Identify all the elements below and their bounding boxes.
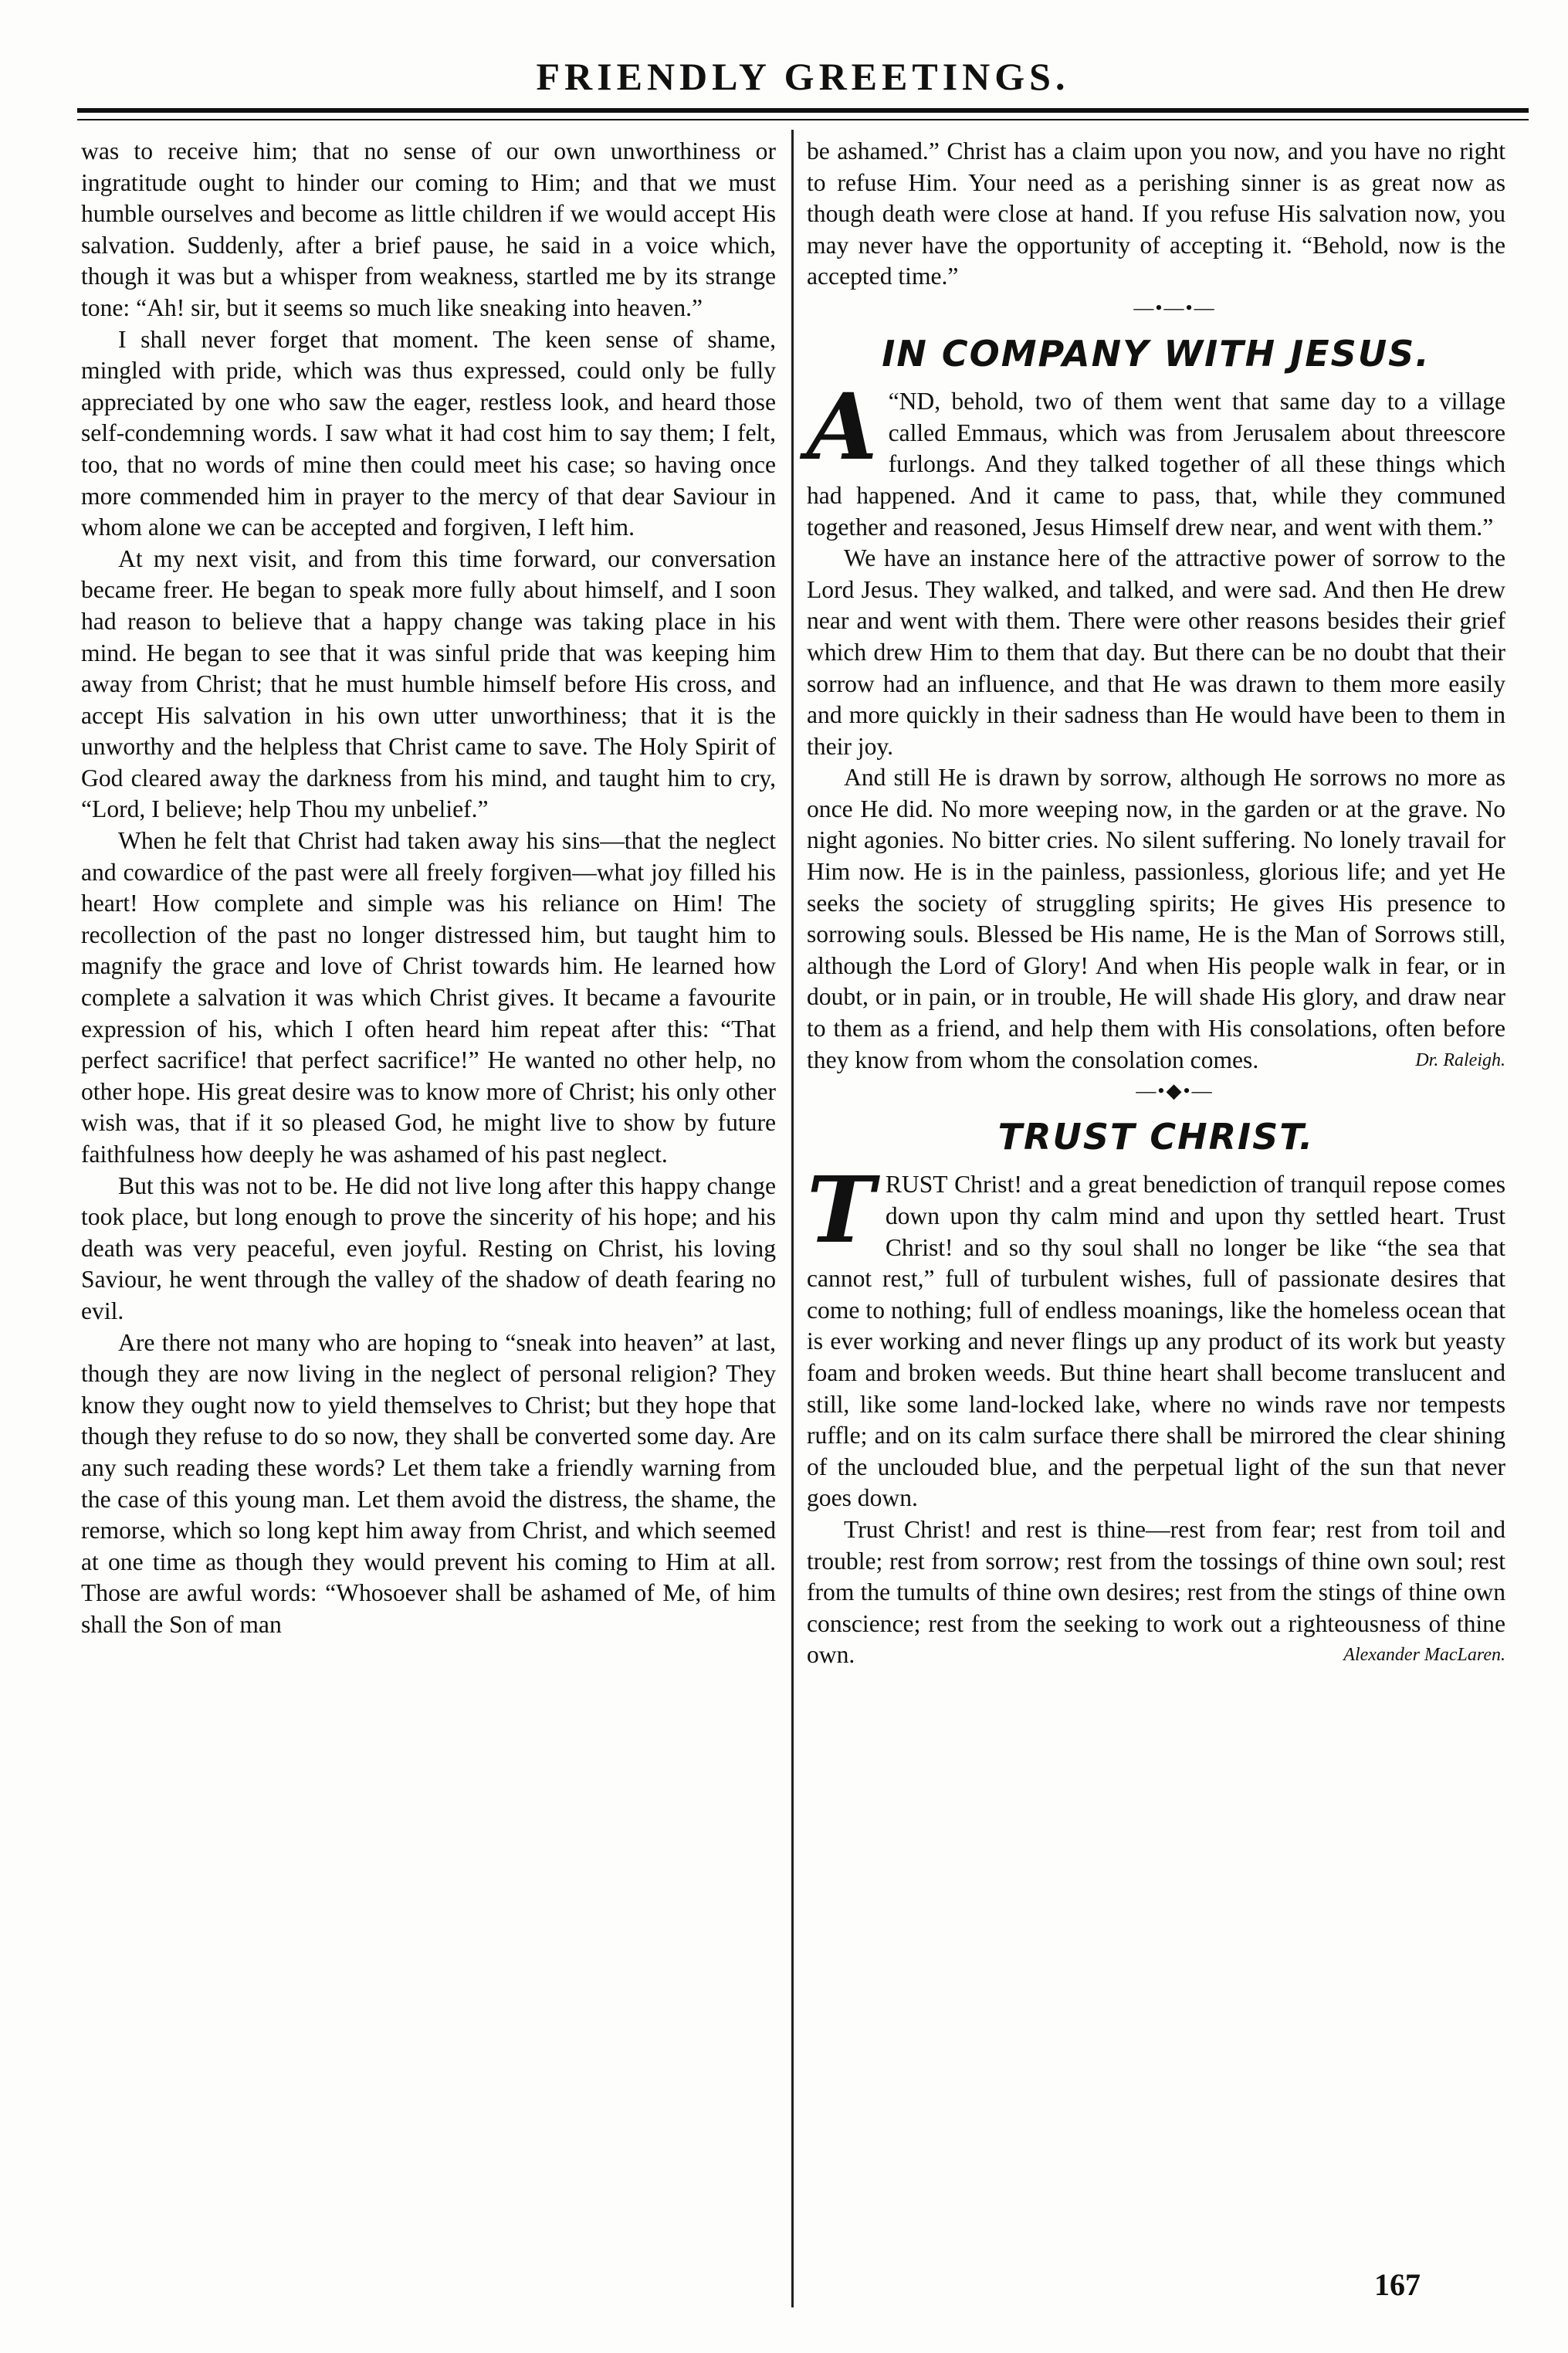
lead-text: Christ! and a great benediction of tranquil repose comes down upon thy calm mind and upon thy settled heart. Trust Christ! and so thy soul shall no longer be like “the sea that cannot rest,” full of turbulent wishes, full of passionate desires that come to nothing; full of endless moanings, like the homeless ocean that is ever working and never flings up any product of its work but yeasty foam and broken weeds. But thine heart shall become translucent and still, like some land-locked lake, where no winds rave nor tempests ruffle; and on its calm surface there shall be mirrored the clear shining of the unclouded blue, and the perpetual light of the sun that never goes down. xyxy=(807,1171,1505,1512)
paragraph: We have an instance here of the attractive power of sorrow to the Lord Jesus. They walked, and talked, and were sad. And then He drew near and went with them. There were other reasons besides their grief which drew Him to them that day. But there can be no doubt that their sorrow had an influence, and that He was drawn to them more easily and more quickly in their sadness than He would have been to them in their joy. xyxy=(807,544,1505,760)
ornament-divider: —•◆•— xyxy=(1136,1080,1214,1103)
opening-quote: “ xyxy=(888,388,899,415)
paragraph: At my next visit, and from this time forward, our conversation became freer. He began to speak more fully about himself, and I soon had reason to believe that a happy change was taking place in his mind. He began to see that it was sinful pride that was keeping him away from Christ; that he must humble himself before His cross, and accept His salvation in his own utter unworthiness; that it is the unworthy and the helpless that Christ came to save. The Holy Spirit of God cleared away the darkness from his mind, and taught him to cry, “Lord, I believe; help Thou my unbelief.” xyxy=(81,544,776,823)
dropcap-letter: T xyxy=(807,1156,875,1264)
page-number: 167 xyxy=(1374,2267,1421,2302)
paragraph: When he felt that Christ had taken away his sins—that the neglect and cowardice of the past were all freely forgiven—what joy filled his heart! How complete and simple was his reliance on Him! The recollection of the past no longer distressed him, but taught him to magnify the grace and love of Christ towards him. He learned how complete a salvation it was which Christ gives. It became a favourite expression of his, which I often heard him repeat after this: “That perfect sacrifice! that perfect sacrifice!” He wanted no other help, no other hope. His great desire was to know more of Christ; his only other wish was, that if it so pleased God, he might live to show by future faithfulness how deeply he was ashamed of his past neglect. xyxy=(81,827,776,1168)
lead-text: , behold, two of them went that same day to a village called Emmaus, which was from Jerusalem about threescore furlongs. And they talked together of all these things which had happened. And it came to pass, that, while they communed together and reasoned, Jesus Himself drew near, and went with them.” xyxy=(807,388,1505,541)
running-title: FRIENDLY GREETINGS. xyxy=(536,55,1070,98)
article-trust-christ xyxy=(807,1115,1505,1671)
article-title: IN COMPANY WITH JESUS. xyxy=(882,332,1431,375)
article-in-company-with-jesus xyxy=(807,332,1505,1076)
paragraph: be ashamed.” Christ has a claim upon you now, and you have no right to refuse Him. Your need as a perishing sinner is as great now as though death were close at hand. If you refuse His salvation now, you may never have the opportunity of accepting it. “Behold, now is the accepted time.” xyxy=(807,137,1505,290)
paragraph-text: And still He is drawn by sorrow, although He sorrows no more as once He did. No more weeping now, in the garden or at the grave. No night agonies. No bitter cries. No silent suffering. No lonely travail for Him now. He is in the painless, passionless, glorious life; and yet He seeks the society of struggling spirits; He gives His presence to sorrowing souls. Blessed be His name, He is the Man of Sorrows still, although the Lord of Glory! And when His people walk in fear, or in doubt, or in pain, or in trouble, He will shade His glory, and draw near to them as a friend, and help them with His consolations, often before they know from whom the consolation comes. xyxy=(807,764,1505,1073)
dropcap-letter: A xyxy=(807,373,878,481)
lead-smallcaps: RUST xyxy=(885,1171,948,1199)
article-lead-paragraph xyxy=(807,373,1505,543)
lead-smallcaps: ND xyxy=(899,388,935,415)
paragraph: was to receive him; that no sense of our own unworthiness or ingratitude ought to hinder our coming to Him; and that we must humble ourselves and become as little children if we would accept His salvation. Suddenly, after a brief pause, he said in a voice which, though it was but a whisper from weakness, startled me by its strange tone: “Ah! sir, but it seems so much like sneaking into heaven.” xyxy=(81,137,776,321)
paragraph-text: Trust Christ! and rest is thine—rest from fear; rest from toil and trouble; rest from sorrow; rest from the tossings of thine own soul; rest from the tumults of thine own desires; rest from the stings of thine own conscience; rest from the seeking to work out a righteousness of thine own. xyxy=(807,1515,1505,1669)
header-rule-thick xyxy=(77,108,1529,113)
paragraph: But this was not to be. He did not live long after this happy change took place, but long enough to prove the sincerity of his hope; and his death was very peaceful, even joyful. Resting on Christ, his loving Saviour, he went through the valley of the shadow of death fearing no evil. xyxy=(81,1171,776,1324)
paragraph xyxy=(807,1514,1505,1671)
left-column xyxy=(81,136,776,1641)
column-divider xyxy=(791,130,794,2307)
paragraph xyxy=(807,762,1505,1076)
right-column xyxy=(807,136,1505,1671)
paragraph: Are there not many who are hoping to “sneak into heaven” at last, though they are now living in the neglect of personal religion? They know they ought now to yield themselves to Christ; but they hope that though they refuse to do so now, they shall be converted some day. Are any such reading these words? Let them take a friendly warning from the case of this young man. Let them avoid the distress, the shame, the remorse, which so long kept him away from Christ, and which seemed at one time as though they would prevent his coming to Him at all. Those are awful words: “Whosoever shall be ashamed of Me, of him shall the Son of man xyxy=(81,1328,776,1638)
paragraph: I shall never forget that moment. The keen sense of shame, mingled with pride, which was thus expressed, could only be fully appreciated by one who saw the eager, restless look, and heard those self-condemning words. I saw what it had cost him to say them; I felt, too, that no words of mine then could meet his case; so having once more commended him in prayer to the mercy of that dear Saviour in whom alone we can be accepted and forgiven, I left him. xyxy=(81,325,776,541)
header-rule-thin xyxy=(77,119,1529,120)
author-signature: Dr. Raleigh. xyxy=(1415,1049,1505,1070)
article-lead-paragraph xyxy=(807,1156,1505,1514)
article-title: TRUST CHRIST. xyxy=(997,1115,1315,1158)
ornament-divider: —•—•— xyxy=(1133,296,1216,319)
author-signature: Alexander MacLaren. xyxy=(1343,1645,1505,1666)
